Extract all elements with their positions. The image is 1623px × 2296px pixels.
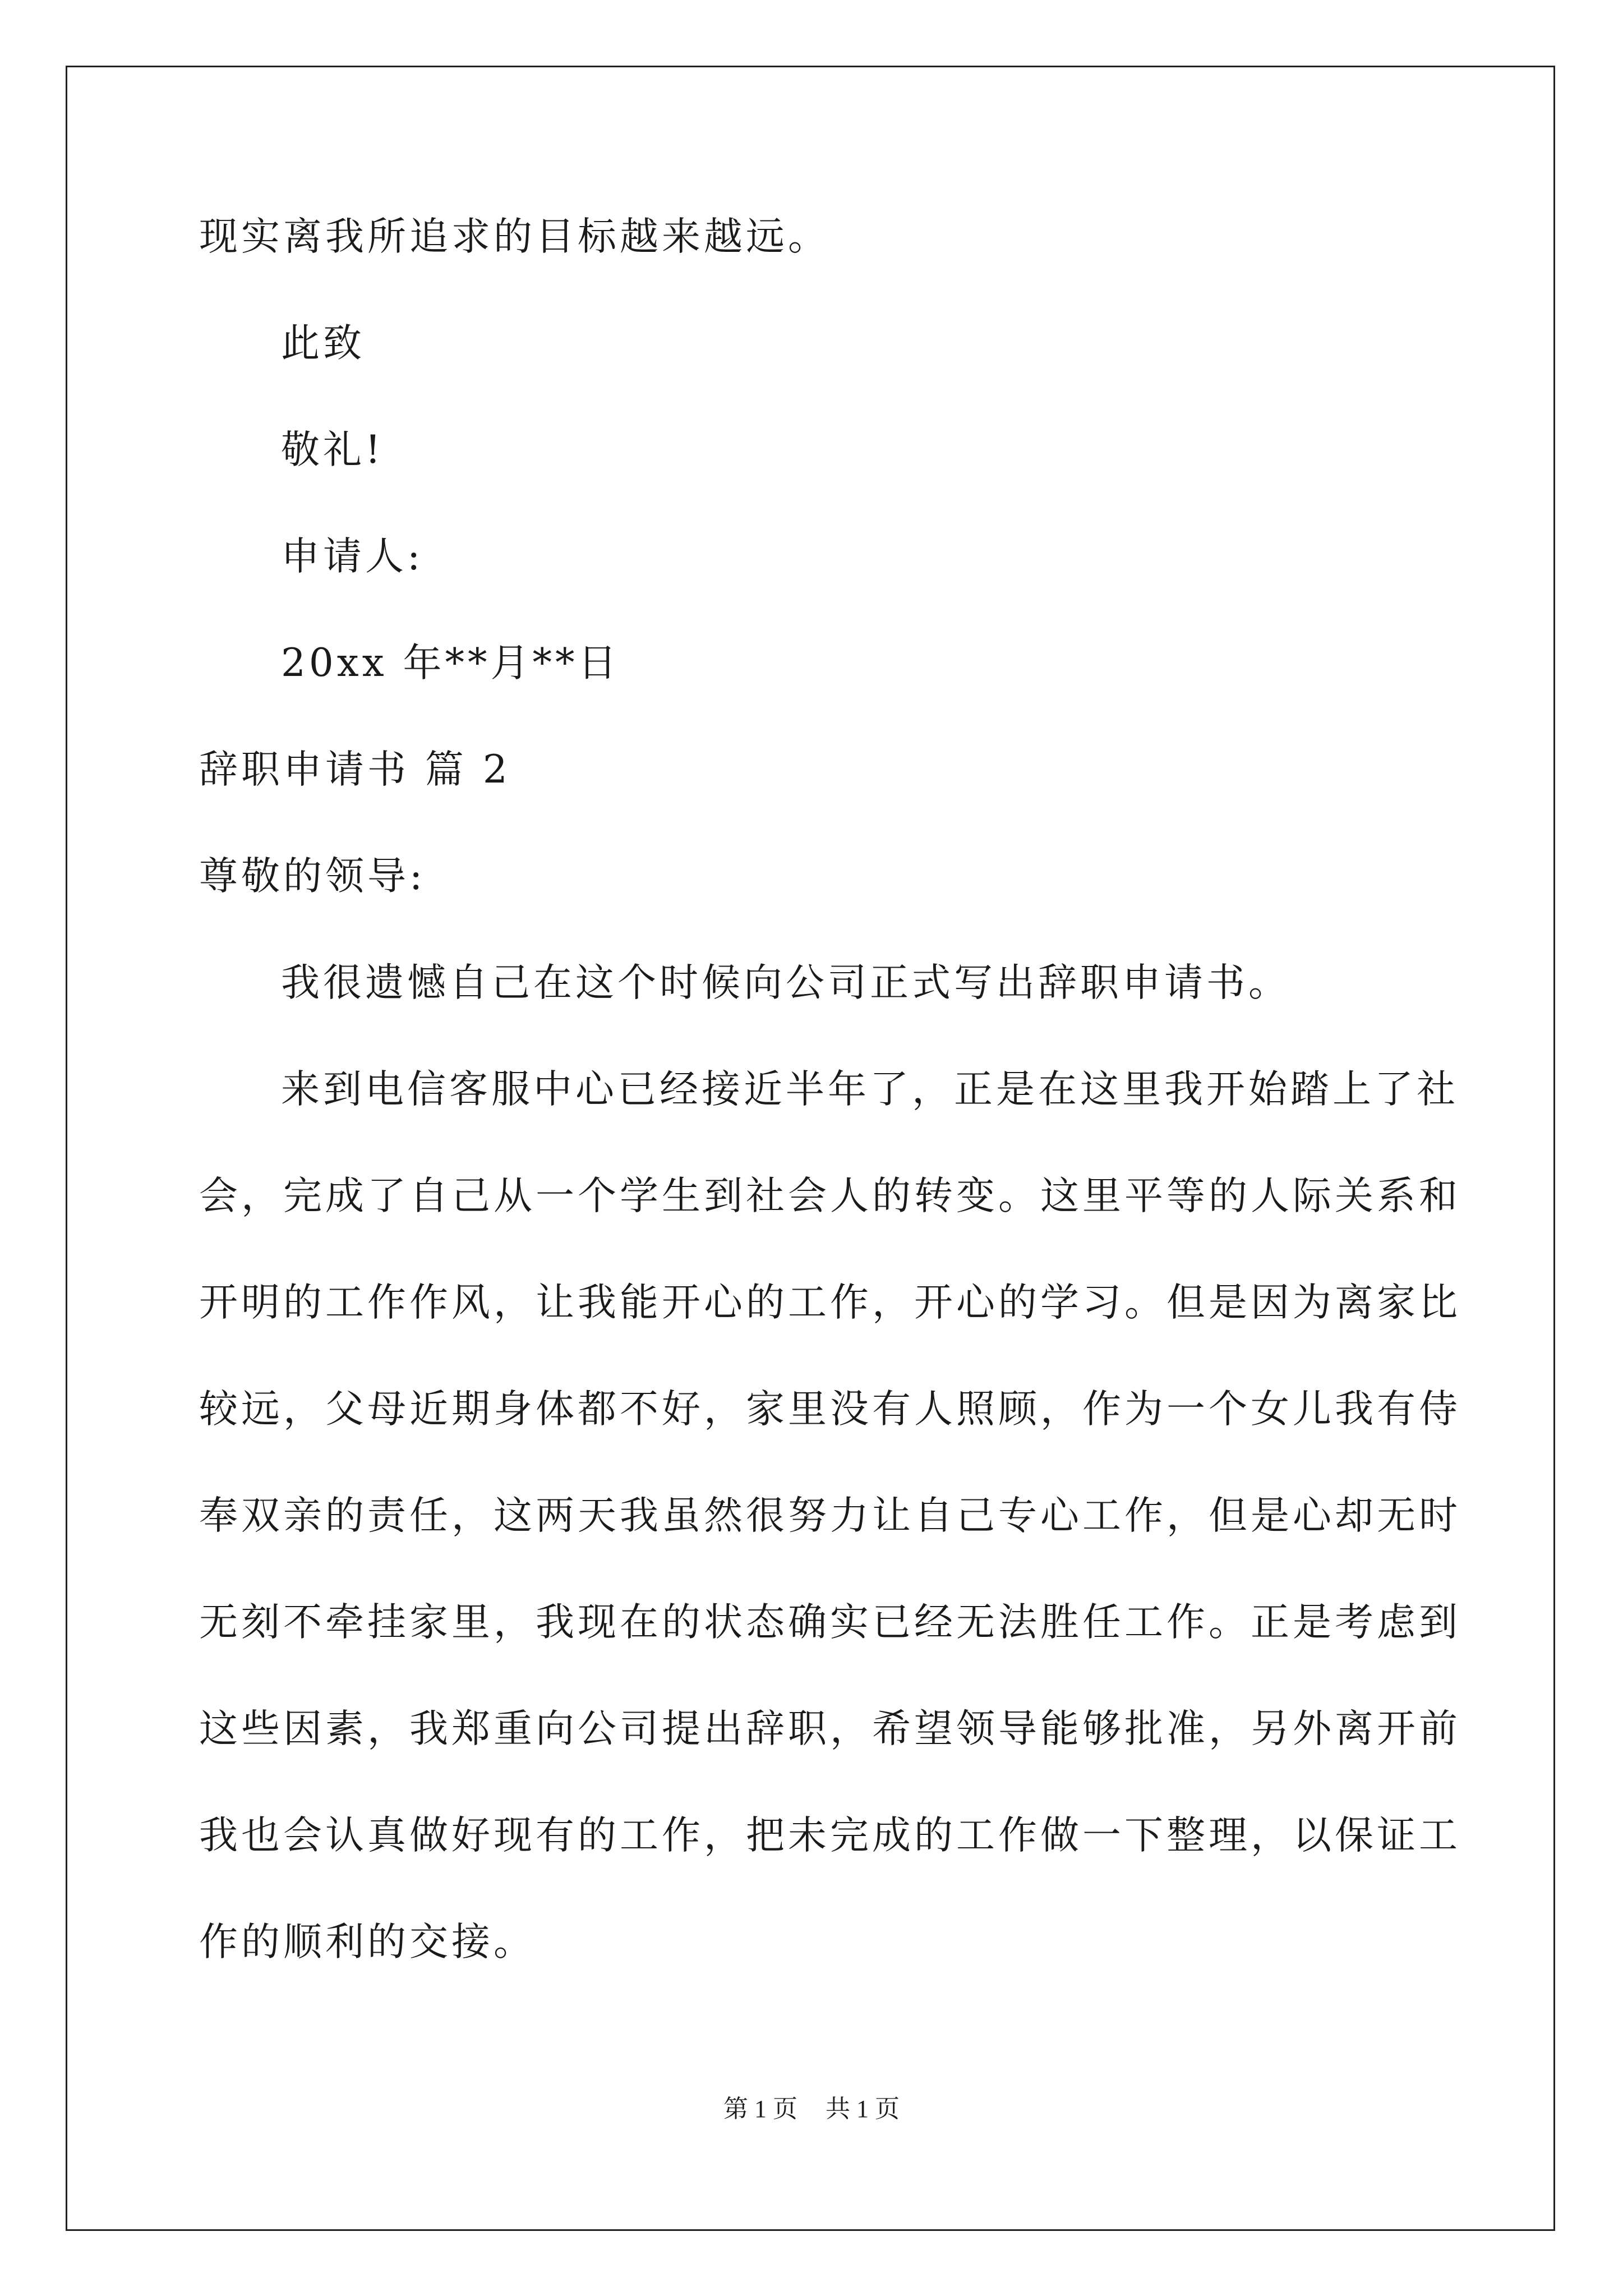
closing-regards: 敬礼! [281,427,384,472]
paragraph-2-line: 开明的工作作风，让我能开心的工作，开心的学习。但是因为离家比 [199,1280,1461,1325]
greeting: 尊敬的领导: [199,854,426,899]
paragraph-2-line: 这些因素，我郑重向公司提出辞职，希望领导能够批准，另外离开前 [199,1706,1461,1751]
paragraph-1: 我很遗憾自己在这个时候向公司正式写出辞职申请书。 [281,960,1290,1005]
paragraph-2-line: 无刻不牵挂家里，我现在的状态确实已经无法胜任工作。正是考虑到 [199,1600,1461,1645]
paragraph-2-line: 我也会认真做好现有的工作，把未完成的工作做一下整理，以保证工 [199,1813,1461,1858]
applicant-label: 申请人: [281,534,424,579]
paragraph-2-line: 奉双亲的责任，这两天我虽然很努力让自己专心工作，但是心却无时 [199,1493,1461,1538]
closing-continuation: 现实离我所追求的目标越来越远。 [199,214,830,259]
page-number: 第 1 页 [723,2095,797,2123]
paragraph-2-line: 来到电信客服中心已经接近半年了，正是在这里我开始踏上了社 [281,1067,1459,1112]
page-footer [0,2092,1623,2126]
page-total: 共 1 页 [826,2095,900,2123]
page-border [66,66,1555,2231]
section-heading: 辞职申请书 篇 2 [199,747,511,792]
paragraph-2-line: 作的顺利的交接。 [199,1920,536,1964]
paragraph-2-line: 会，完成了自己从一个学生到社会人的转变。这里平等的人际关系和 [199,1174,1461,1218]
closing-salutation: 此致 [281,321,365,366]
paragraph-2-line: 较远，父母近期身体都不好，家里没有人照顾，作为一个女儿我有侍 [199,1387,1461,1432]
signature-date: 20xx 年**月**日 [281,641,620,685]
